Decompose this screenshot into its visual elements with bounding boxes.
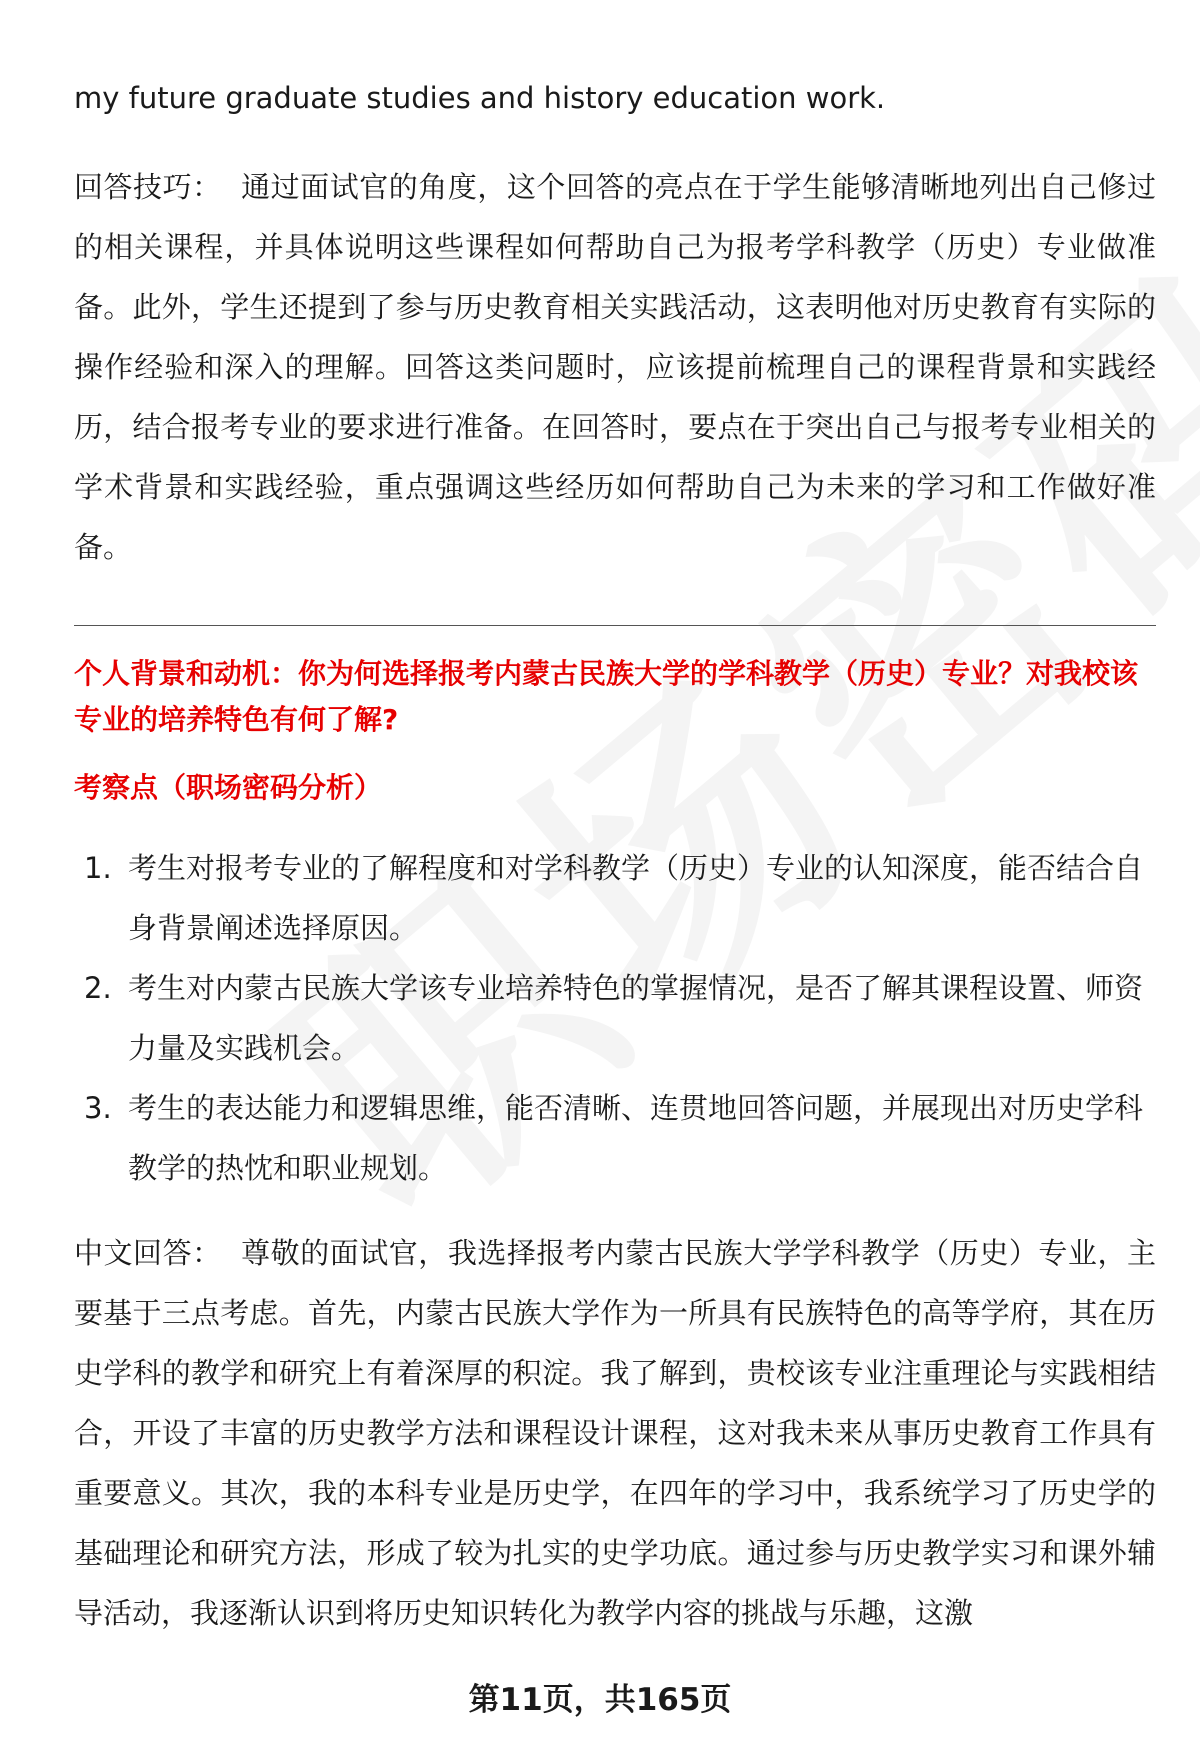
document-page xyxy=(74,0,1156,1755)
question-heading: 个人背景和动机：你为何选择报考内蒙古民族大学的学科教学（历史）专业？对我校该专业的培养特色有何了解? xyxy=(74,657,1139,736)
answer-label: 中文回答： xyxy=(74,1236,222,1270)
intro-tail-paragraph: my future graduate studies and history education work. xyxy=(74,81,886,115)
list-item xyxy=(74,838,1156,958)
list-item-number: 1. xyxy=(84,851,112,885)
answer-text: 尊敬的面试官，我选择报考内蒙古民族大学学科教学（历史）专业，主要基于三点考虑。首先，内蒙古民族大学作为一所具有民族特色的高等学府，其在历史学科的教学和研究上有着深厚的积淀。我了解到，贵校该专业注重理论与实践相结合，开设了丰富的历史教学方法和课程设计课程，这对我未来从事历史教育工作具有重要意义。其次，我的本科专业是历史学，在四年的学习中，我系统学习了历史学的基础理论和研究方法，形成了较为扎实的史学功底。通过参与历史教学实习和课外辅导活动，我逐渐认识到将历史知识转化为教学内容的挑战与乐趣，这激 xyxy=(74,1236,1156,1630)
tips-paragraph xyxy=(74,157,1156,577)
tips-text: 通过面试官的角度，这个回答的亮点在于学生能够清晰地列出自己修过的相关课程，并具体说明这些课程如何帮助自己为报考学科教学（历史）专业做准备。此外，学生还提到了参与历史教育相关实践活动，这表明他对历史教育有实际的操作经验和深入的理解。回答这类问题时，应该提前梳理自己的课程背景和实践经历，结合报考专业的要求进行准备。在回答时，要点在于突出自己与报考专业相关的学术背景和实践经验，重点强调这些经历如何帮助自己为未来的学习和工作做好准备。 xyxy=(74,170,1156,564)
answer-paragraph xyxy=(74,1223,1156,1643)
section-divider xyxy=(74,625,1156,626)
list-item-number: 2. xyxy=(84,971,112,1005)
page-number-footer: 第11页，共165页 xyxy=(468,1682,732,1718)
tips-label: 回答技巧： xyxy=(74,170,222,204)
list-item-text: 考生对报考专业的了解程度和对学科教学（历史）专业的认知深度，能否结合自身背景阐述选择原因。 xyxy=(128,851,1144,945)
list-item xyxy=(74,1078,1156,1198)
assessment-list xyxy=(74,838,1156,1198)
list-item-text: 考生的表达能力和逻辑思维，能否清晰、连贯地回答问题，并展现出对历史学科教学的热忱和职业规划。 xyxy=(128,1091,1144,1185)
list-item-number: 3. xyxy=(84,1091,112,1125)
assessment-heading: 考察点（职场密码分析） xyxy=(74,771,383,804)
list-item xyxy=(74,958,1156,1078)
list-item-text: 考生对内蒙古民族大学该专业培养特色的掌握情况，是否了解其课程设置、师资力量及实践机会。 xyxy=(128,971,1144,1065)
